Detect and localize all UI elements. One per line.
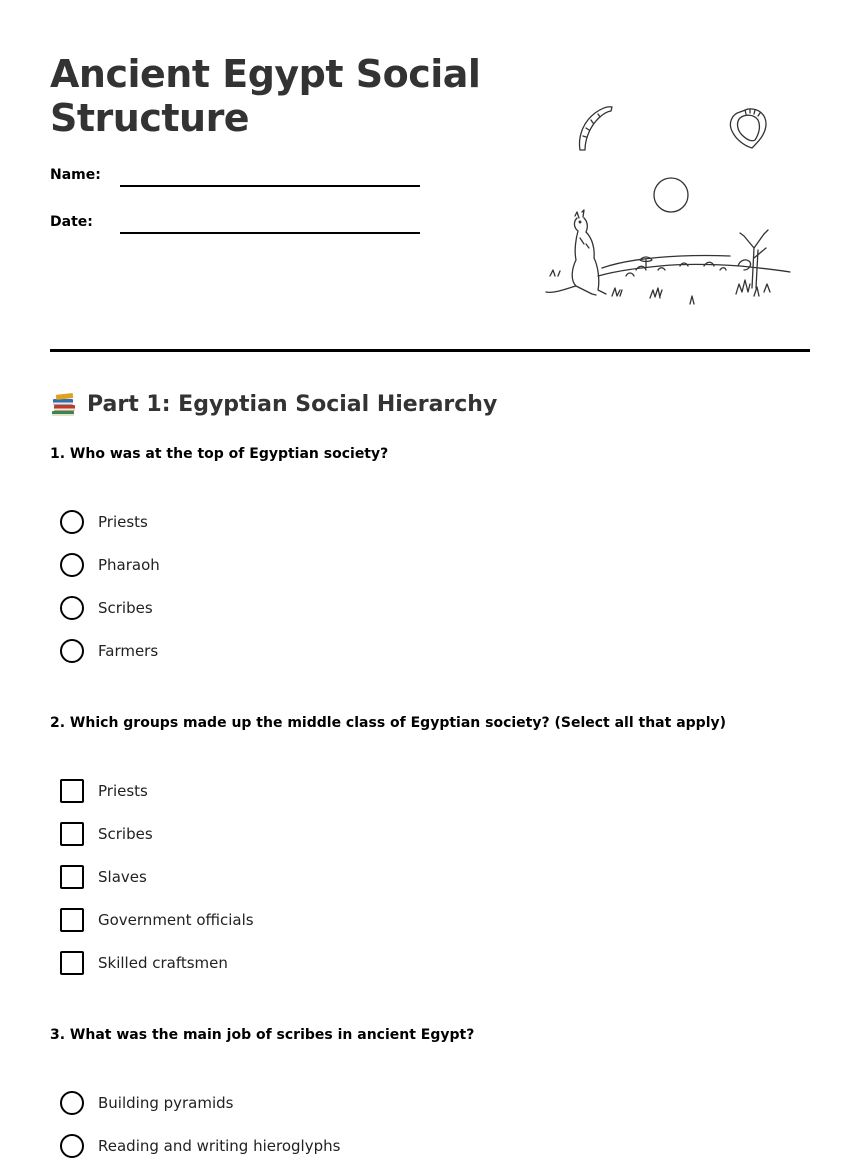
boomerang-icon — [580, 107, 612, 150]
q1-option-scribes[interactable] — [60, 595, 153, 621]
q2-option-priests[interactable] — [60, 778, 148, 804]
tree-icon — [740, 230, 768, 288]
q1-option-priests[interactable] — [60, 509, 148, 535]
option-label: Farmers — [98, 642, 159, 660]
option-label: Pharaoh — [98, 556, 160, 574]
sun-icon — [654, 178, 688, 212]
option-label: Slaves — [98, 868, 147, 886]
books-icon — [50, 391, 78, 419]
name-field[interactable] — [50, 166, 430, 196]
option-label: Building pyramids — [98, 1094, 234, 1112]
radio-button[interactable] — [60, 639, 84, 663]
question-3-text: 3. What was the main job of scribes in ancient Egypt? — [50, 1027, 475, 1043]
option-label: Skilled craftsmen — [98, 954, 228, 972]
q1-option-pharaoh[interactable] — [60, 552, 160, 578]
q2-option-government-officials[interactable] — [60, 907, 254, 933]
header-divider — [50, 349, 810, 352]
q2-option-scribes[interactable] — [60, 821, 153, 847]
option-label: Scribes — [98, 825, 153, 843]
outback-illustration — [540, 98, 800, 308]
radio-button[interactable] — [60, 553, 84, 577]
checkbox[interactable] — [60, 822, 84, 846]
option-label: Reading and writing hieroglyphs — [98, 1137, 341, 1155]
question-1-text: 1. Who was at the top of Egyptian society? — [50, 446, 389, 462]
checkbox[interactable] — [60, 908, 84, 932]
q2-option-slaves[interactable] — [60, 864, 147, 890]
radio-button[interactable] — [60, 1091, 84, 1115]
radio-button[interactable] — [60, 1134, 84, 1158]
date-field[interactable] — [50, 213, 430, 243]
option-label: Priests — [98, 513, 148, 531]
worksheet-title: Ancient Egypt Social Structure — [50, 52, 481, 140]
option-label: Scribes — [98, 599, 153, 617]
radio-button[interactable] — [60, 510, 84, 534]
kangaroo-icon — [546, 210, 606, 295]
option-label: Government officials — [98, 911, 254, 929]
checkbox[interactable] — [60, 779, 84, 803]
checkbox[interactable] — [60, 951, 84, 975]
part1-title: Part 1: Egyptian Social Hierarchy — [87, 392, 498, 417]
checkbox[interactable] — [60, 865, 84, 889]
part1-heading — [50, 389, 497, 421]
option-label: Priests — [98, 782, 148, 800]
name-input-line[interactable] — [120, 185, 420, 187]
question-2-text: 2. Which groups made up the middle class of Egyptian society? (Select all that apply) — [50, 715, 727, 731]
q3-option-building-pyramids[interactable] — [60, 1090, 234, 1116]
q1-option-farmers[interactable] — [60, 638, 158, 664]
name-label: Name: — [50, 167, 101, 183]
q2-option-skilled-craftsmen[interactable] — [60, 950, 228, 976]
date-label: Date: — [50, 214, 93, 230]
date-input-line[interactable] — [120, 232, 420, 234]
grassland-icon — [550, 256, 790, 305]
didgeridoo-ring-icon — [730, 109, 766, 148]
radio-button[interactable] — [60, 596, 84, 620]
q3-option-reading-writing-hieroglyphs[interactable] — [60, 1133, 340, 1159]
